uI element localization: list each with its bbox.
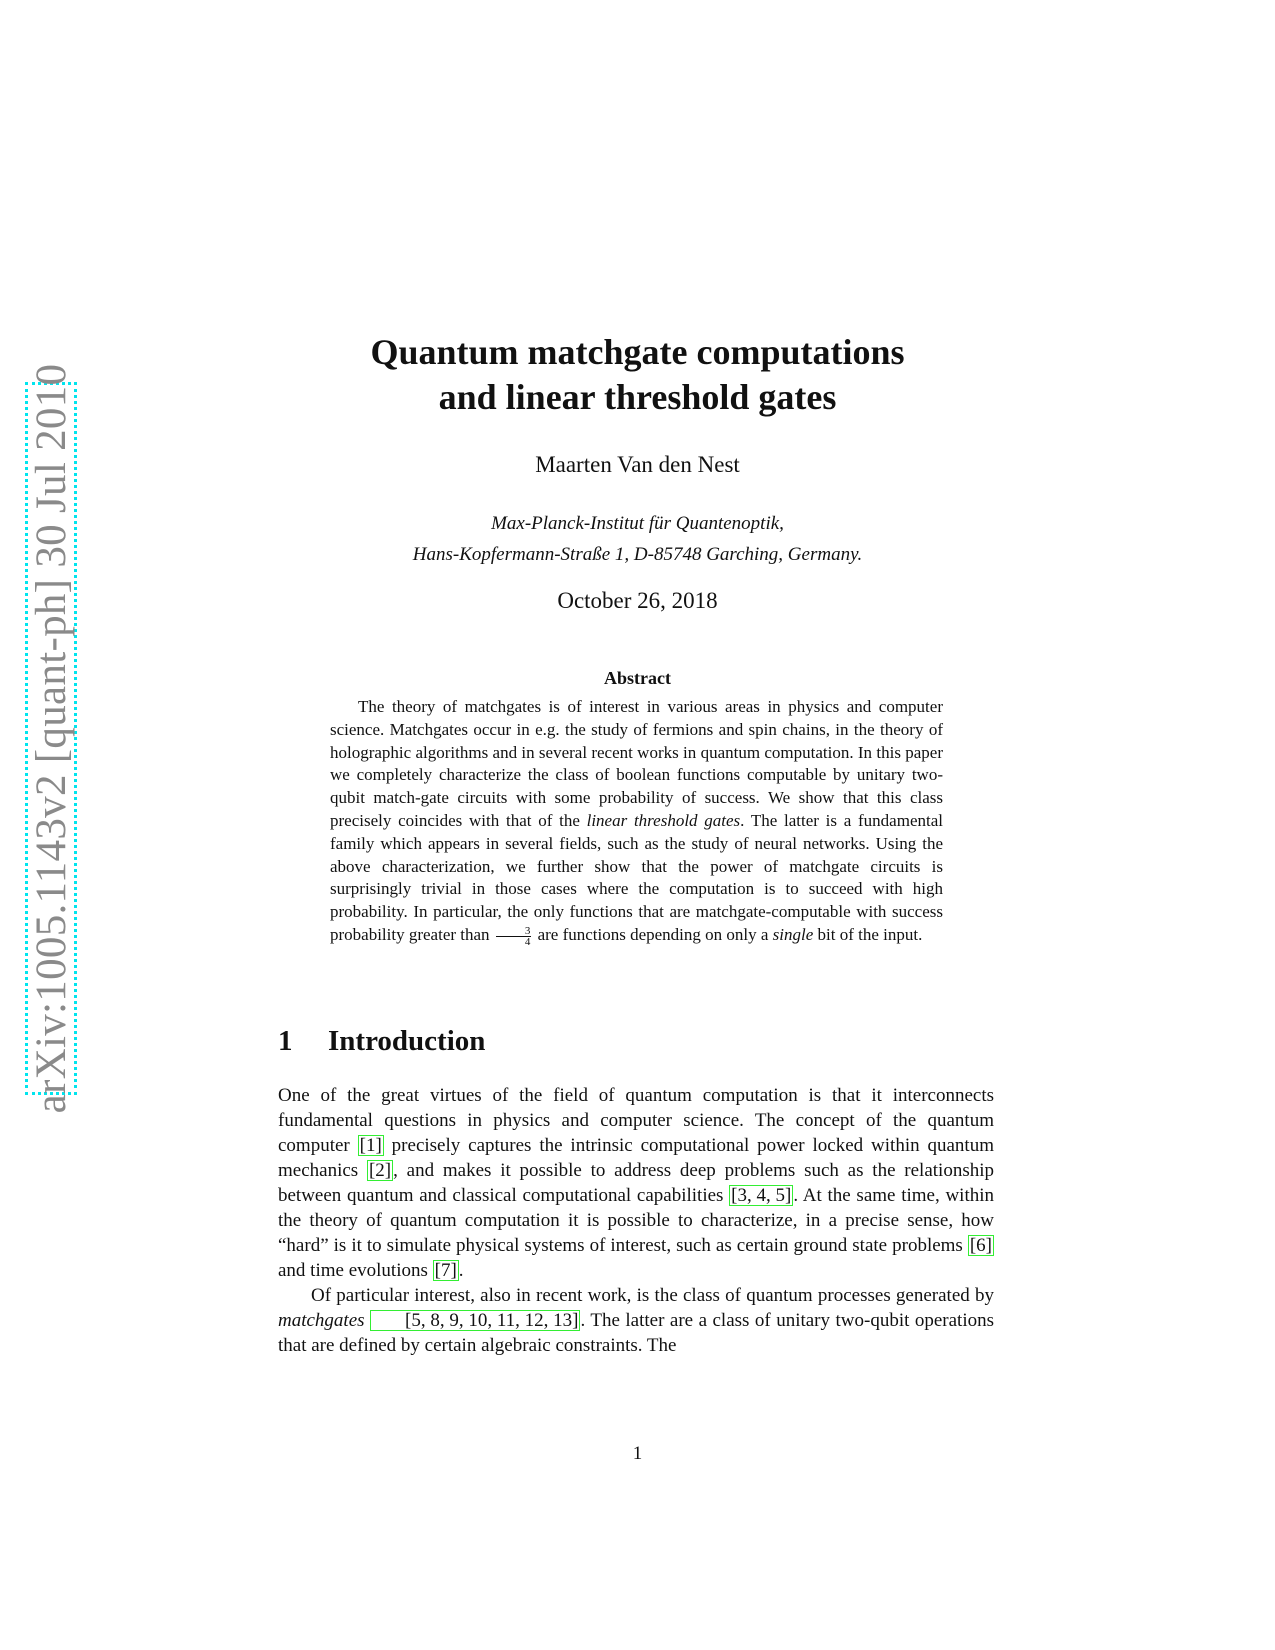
abstract-text: [330, 696, 943, 947]
citation-link[interactable]: [5, 8, 9, 10, 11, 12, 13]: [370, 1310, 580, 1331]
author-name: Maarten Van den Nest: [535, 452, 740, 477]
text-run: precisely captures the intrinsic computational power locked within quantum mechanics: [278, 1135, 994, 1181]
affiliation: [0, 508, 1275, 570]
introduction-body: [278, 1083, 994, 1358]
abstract-part-3: are functions depending on only a: [533, 924, 773, 944]
title-line-1: Quantum matchgate computations: [370, 332, 905, 372]
text-run: Of particular interest, also in recent work, is the class of quantum processes generated by: [311, 1285, 994, 1306]
emphasis-matchgates: matchgates: [278, 1310, 365, 1331]
abstract-emphasis-2: single: [772, 924, 814, 944]
fraction-numerator: 3: [496, 926, 532, 937]
affiliation-line-1: Max-Planck-Institut für Quantenoptik,: [491, 513, 784, 534]
abstract-part-4: bit of the input.: [813, 924, 923, 944]
abstract-heading: Abstract: [604, 668, 671, 688]
text-run: .: [458, 1260, 464, 1281]
text-run: , and makes it possible to address deep problems such as the relationship between quantum and classical computational capabilities: [278, 1160, 994, 1206]
citation-link[interactable]: [2]: [368, 1160, 392, 1181]
citation-link[interactable]: [3, 4, 5]: [731, 1185, 792, 1206]
abstract-part-2: . The latter is a fundamental family which appears in several fields, such as the study of neural networks. Using the above characterization, we further show that the power of matchgate circuits is surprisingly trivial in those cases where the computation is to succeed with high probability. In particular, the only functions that are matchgate-computable with success probability greater than: [330, 810, 943, 944]
page-number: 1: [632, 1443, 643, 1464]
section-title: Introduction: [328, 1025, 486, 1057]
citation-link[interactable]: [6]: [969, 1235, 992, 1256]
text-run: and time evolutions: [278, 1260, 433, 1281]
affiliation-line-2: Hans-Kopfermann-Straße 1, D-85748 Garching, Germany.: [412, 544, 863, 565]
abstract-emphasis-1: linear threshold gates: [586, 810, 741, 830]
abstract-part-1: The theory of matchgates is of interest in various areas in physics and computer science. Matchgates occur in e.g. the study of fermions and spin chains, in the theory of holographic algorithms and in several recent works in quantum computation. In this paper we completely characterize the class of boolean functions computable by unitary two-qubit match-gate circuits with some probability of success. We show that this class precisely coincides with that of the: [330, 697, 943, 830]
citation-link[interactable]: [1]: [359, 1135, 382, 1156]
text-run: . At the same time, within the theory of quantum computation it is possible to characterize, in a precise sense, how “hard” is it to simulate physical systems of interest, such as certain ground state problems: [278, 1185, 995, 1256]
arxiv-stamp[interactable]: arXiv:1005.1143v2 [quant-ph] 30 Jul 2010: [25, 382, 77, 1095]
paper-date: October 26, 2018: [557, 588, 718, 613]
paragraph: [278, 1283, 994, 1358]
paper-title: [0, 330, 1275, 420]
text-run: One of the great virtues of the field of quantum computation is that it interconnects fundamental questions in physics and computer science. The concept of the quantum computer: [278, 1085, 994, 1156]
section-heading: [278, 1025, 485, 1058]
title-line-2: and linear threshold gates: [438, 377, 837, 417]
fraction-three-quarters: [496, 926, 532, 947]
paragraph: [278, 1083, 994, 1283]
section-number: 1: [278, 1025, 293, 1057]
text-run: . The latter are a class of unitary two-qubit operations that are defined by certain algebraic constraints. The: [278, 1310, 994, 1356]
fraction-denominator: 4: [524, 935, 531, 948]
citation-link[interactable]: [7]: [434, 1260, 457, 1281]
